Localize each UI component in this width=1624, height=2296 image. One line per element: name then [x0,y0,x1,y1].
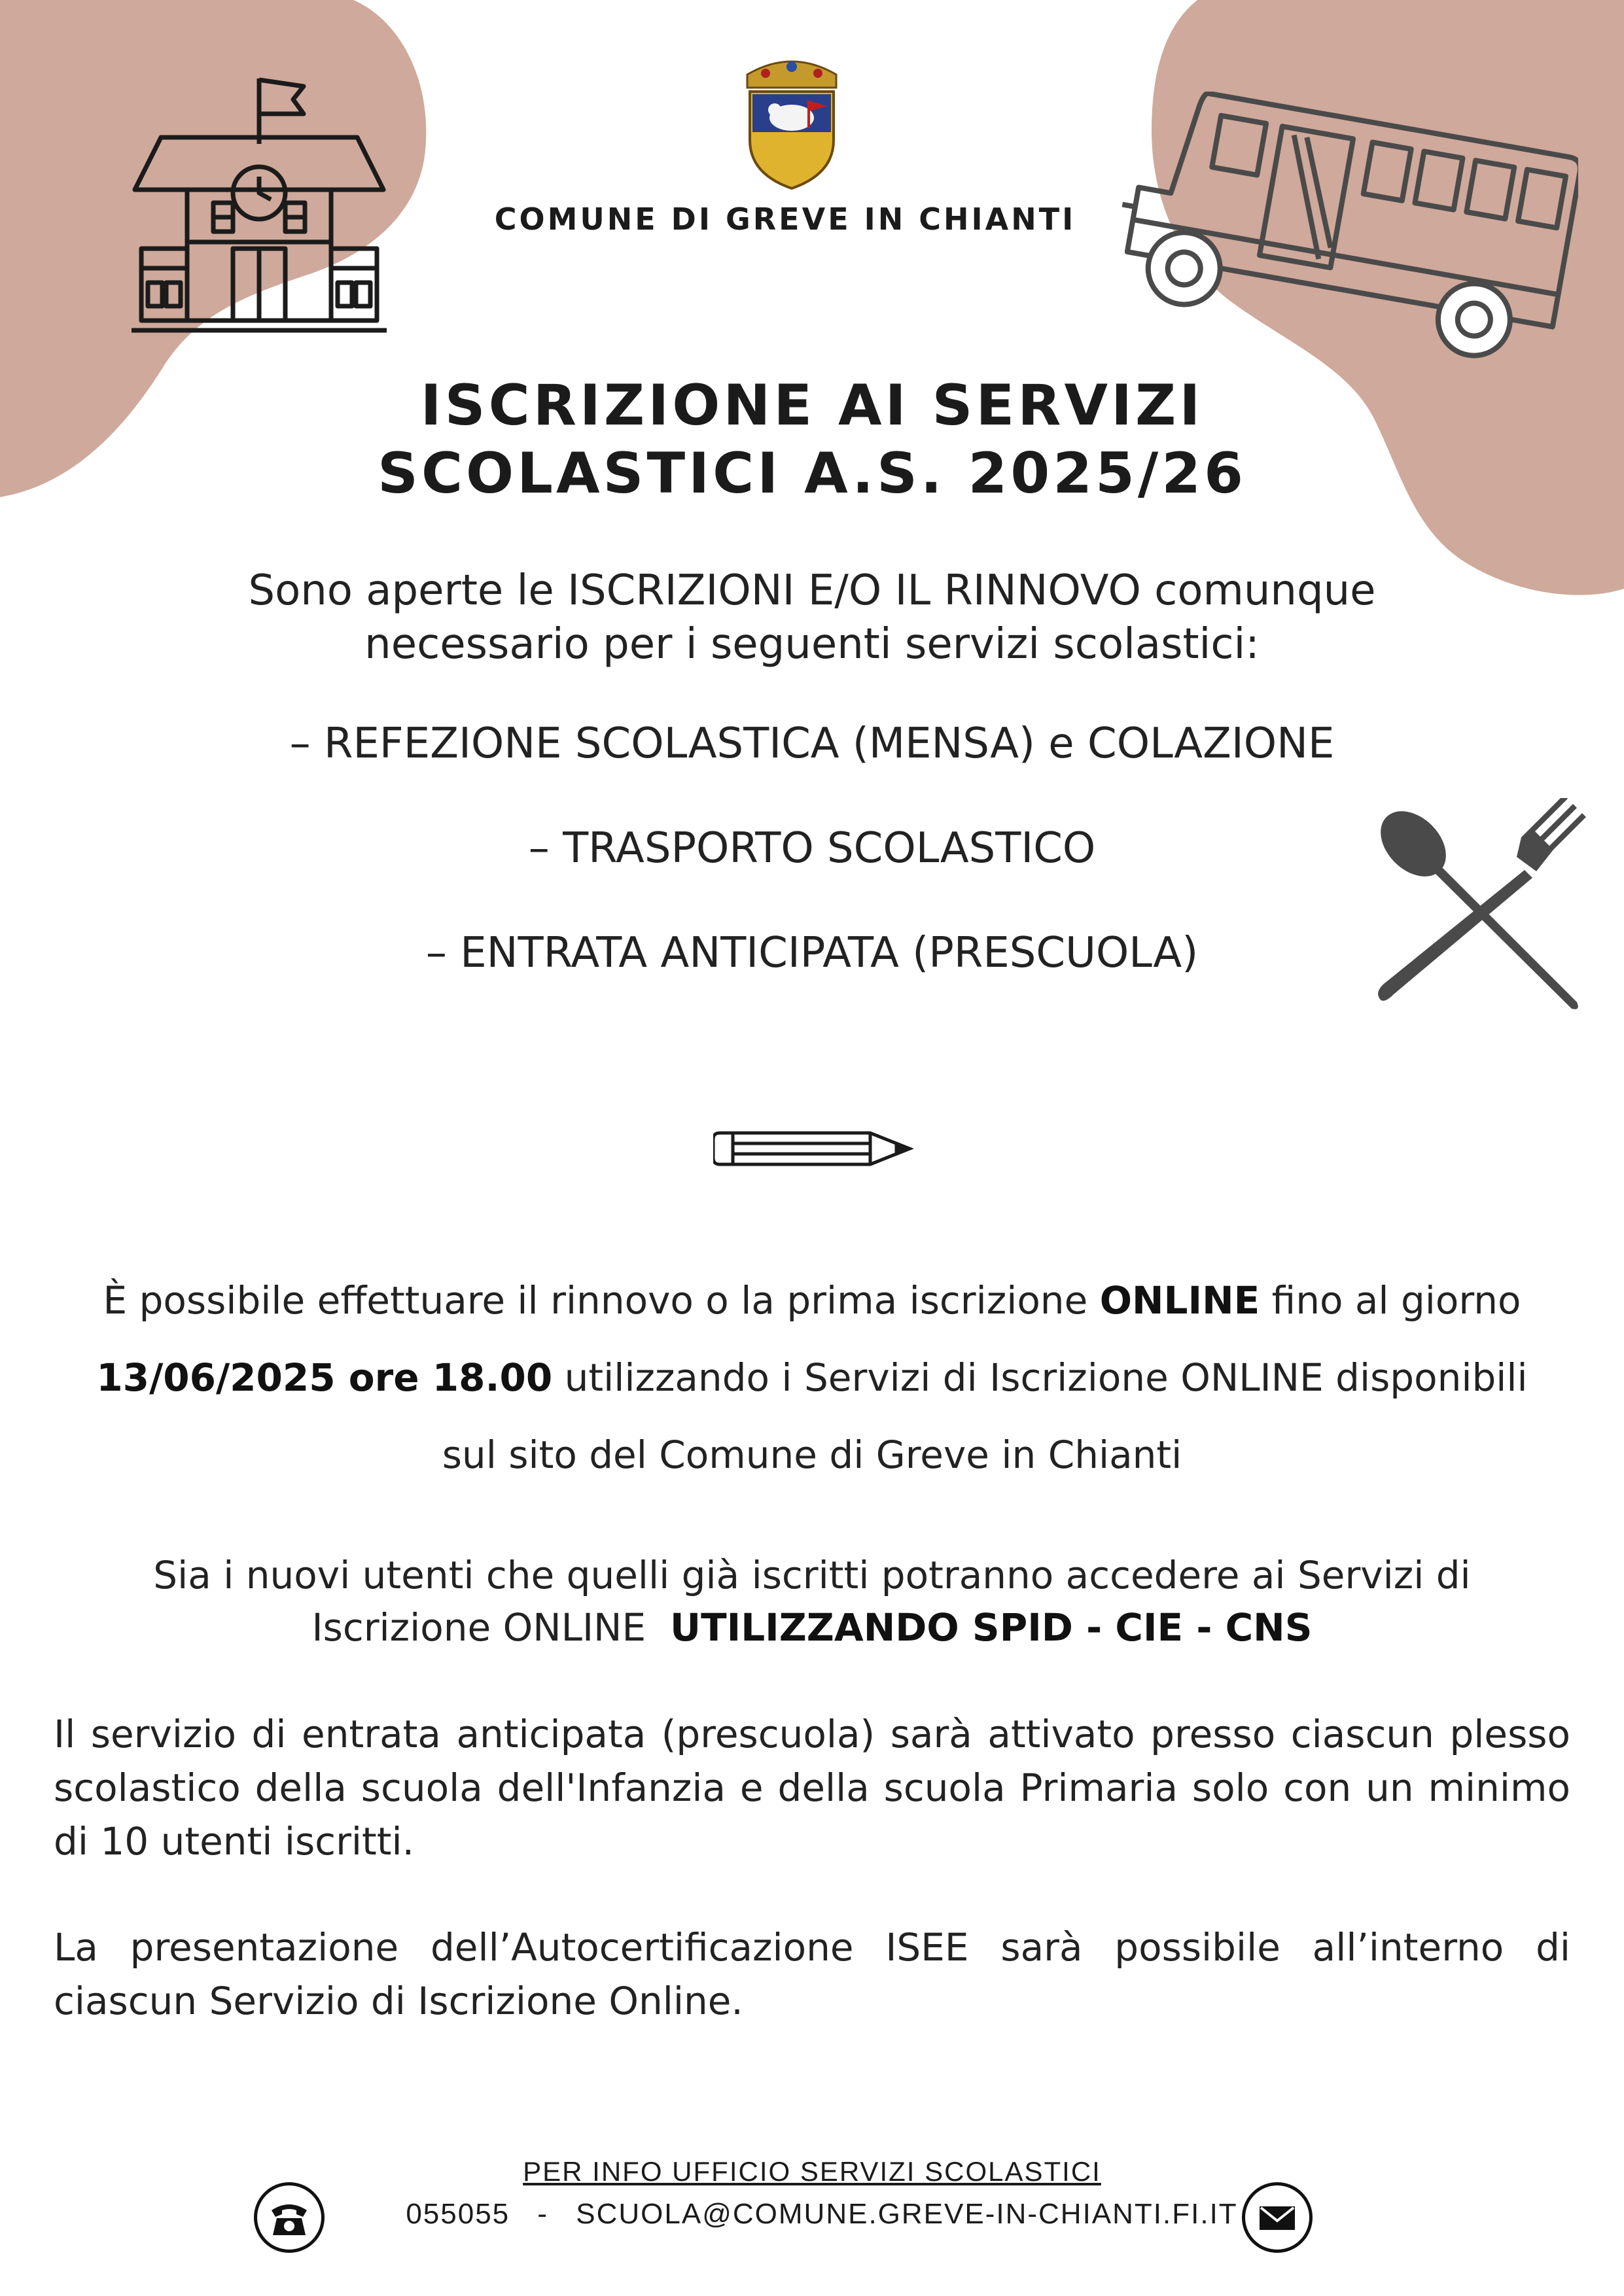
contact-separator: - [537,2198,549,2230]
service-item-trasporto: – TRASPORTO SCOLASTICO [528,824,1096,873]
school-bus-icon [1094,92,1578,379]
spoon-fork-icon [1368,798,1590,1020]
phone-number[interactable]: 055055 [406,2198,510,2230]
contact-line [0,2198,1624,2231]
online-line-3: sul sito del Comune di Greve in Chianti [442,1433,1182,1477]
service-item-prescuola: – ENTRATA ANTICIPATA (PRESCUOLA) [425,929,1199,977]
isee-note: La presentazione dell’Autocertificazione ISEE sarà possibile all’interno di ciascun Servizio di Iscrizione Online. [54,1925,1570,2023]
page-title [0,372,1624,508]
mail-icon [1242,2182,1313,2253]
online-line-1: È possibile effettuare il rinnovo o la prima iscrizione ONLINE fino al giorno [103,1278,1521,1323]
organization-name: COMUNE DI GREVE IN CHIANTI [494,201,1076,237]
title-line-1: ISCRIZIONE AI SERVIZI [420,373,1204,438]
access-line-2: Iscrizione ONLINE UTILIZZANDO SPID - CIE - CNS [311,1605,1313,1650]
intro-text [0,564,1624,671]
service-item-mensa: – REFEZIONE SCOLASTICA (MENSA) e COLAZIONE [289,720,1335,768]
online-line-2: 13/06/2025 ore 18.00 utilizzando i Servizi di Iscrizione ONLINE disponibili [96,1355,1528,1400]
title-line-2: SCOLASTICI A.S. 2025/26 [378,441,1246,506]
access-line-1: Sia i nuovi utenti che quelli già iscritti potranno accedere ai Servizi di [153,1553,1471,1597]
intro-line-1: Sono aperte le ISCRIZIONI E/O IL RINNOVO comunque [248,566,1376,615]
prescuola-note: Il servizio di entrata anticipata (prescuola) sarà attivato presso ciascun plesso scolastico della scuola dell'Infanzia e della scuola Primaria solo con un minimo di 10 utenti iscritti. [54,1712,1570,1864]
info-title: PER INFO UFFICIO SERVIZI SCOLASTICI [523,2156,1101,2187]
pencil-icon [713,1125,916,1171]
email-link[interactable]: SCUOLA@COMUNE.GREVE-IN-CHIANTI.FI.IT [576,2198,1238,2230]
coat-of-arms-icon [738,55,845,192]
intro-line-2: necessario per i seguenti servizi scolastici: [364,620,1260,669]
